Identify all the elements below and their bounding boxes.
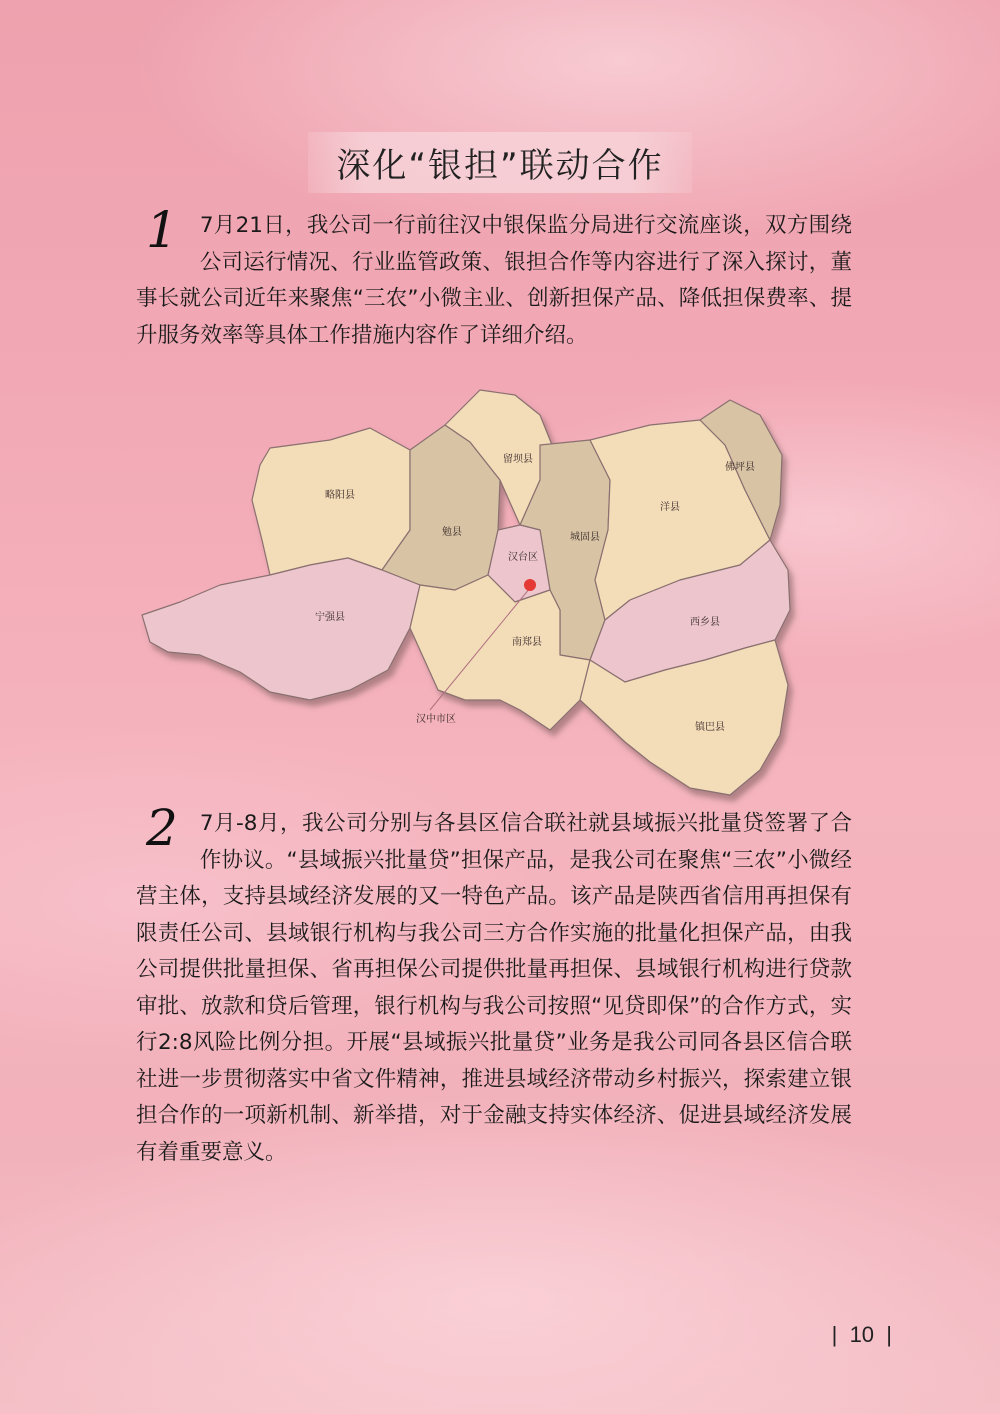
label-liuba: 留坝县 bbox=[503, 454, 533, 465]
page-number-value: 10 bbox=[849, 1322, 875, 1347]
page-number: | 10 | bbox=[831, 1322, 892, 1347]
section-2-paragraph bbox=[136, 799, 852, 1171]
hanzhong-county-map bbox=[120, 370, 880, 830]
county-lueyang bbox=[252, 428, 410, 575]
county-ningqiang bbox=[142, 558, 420, 700]
title-container bbox=[0, 132, 1000, 193]
city-marker bbox=[524, 579, 536, 591]
section-2 bbox=[136, 799, 852, 1171]
label-nanzheng: 南郑县 bbox=[512, 637, 542, 648]
section-1-paragraph bbox=[136, 201, 852, 354]
label-chenggu: 城固县 bbox=[570, 532, 600, 543]
label-ningqiang: 宁强县 bbox=[315, 612, 345, 623]
section-1-text: 7月21日，我公司一行前往汉中银保监分局进行交流座谈，双方围绕公司运行情况、行业监管政策、银担合作等内容进行了深入探讨，董事长就公司近年来聚焦“三农”小微主业、创新担保产品、降低担保费率、提升服务效率等具体工作措施内容作了详细介绍。 bbox=[136, 213, 852, 348]
section-2-text: 7月-8月，我公司分别与各县区信合联社就县域振兴批量贷签署了合作协议。“县域振兴批量贷”担保产品，是我公司在聚焦“三农”小微经营主体，支持县域经济发展的又一特色产品。该产品是陕西省信用再担保有限责任公司、县域银行机构与我公司三方合作实施的批量化担保产品，由我公司提供批量担保、省再担保公司提供批量再担保、县域银行机构进行贷款审批、放款和贷后管理，银行机构与我公司按照“见贷即保”的合作方式，实行2:8风险比例分担。开展“县域振兴批量贷”业务是我公司同各县区信合联社进一步贯彻落实中省文件精神，推进县域经济带动乡村振兴，探索建立银担合作的一项新机制、新举措，对于金融支持实体经济、促进县域经济发展有着重要意义。 bbox=[136, 811, 852, 1165]
label-xixiang: 西乡县 bbox=[690, 617, 720, 628]
label-lueyang: 略阳县 bbox=[325, 490, 355, 501]
label-zhenba: 镇巴县 bbox=[695, 722, 725, 733]
section-1-number: 1 bbox=[146, 201, 178, 259]
callout-label: 汉中市区 bbox=[416, 714, 456, 725]
section-2-number: 2 bbox=[146, 799, 178, 857]
label-yangxian: 洋县 bbox=[660, 502, 680, 513]
page-title: 深化“银担”联动合作 bbox=[308, 132, 691, 193]
label-mianxian: 勉县 bbox=[442, 527, 462, 538]
section-1 bbox=[136, 201, 852, 354]
label-hantai: 汉台区 bbox=[508, 552, 538, 563]
label-foping: 佛坪县 bbox=[725, 462, 755, 473]
